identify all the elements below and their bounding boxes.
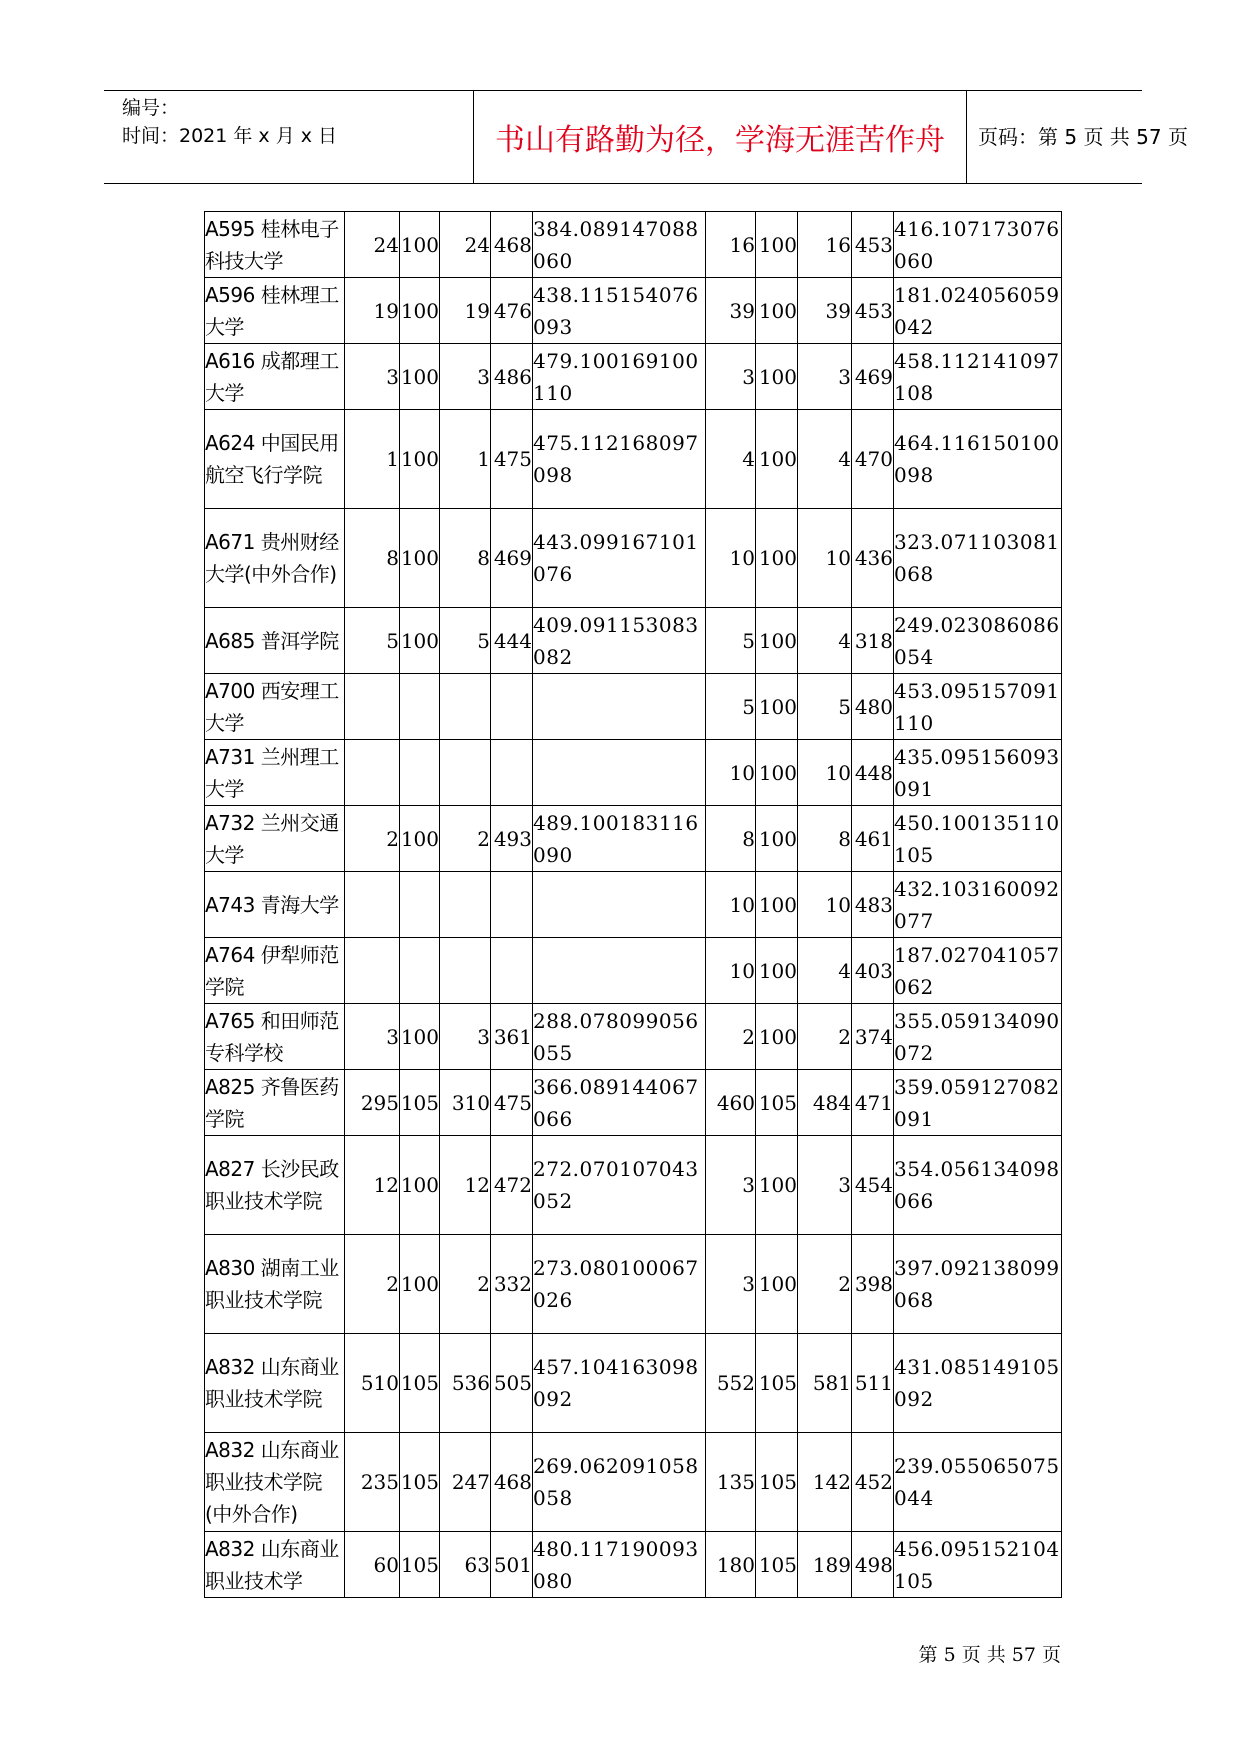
- school-name-cell: A827 长沙民政职业技术学院: [205, 1136, 345, 1235]
- value-cell-c3: 24: [440, 212, 491, 278]
- table-row: [205, 674, 1062, 740]
- table-row: [205, 344, 1062, 410]
- value-cell-c4: [491, 674, 533, 740]
- value-cell-c9: 453: [852, 212, 894, 278]
- school-name-cell: A830 湖南工业职业技术学院: [205, 1235, 345, 1334]
- value-cell-c5: 273.080100067026: [533, 1235, 706, 1334]
- value-cell-c7: 100: [756, 1235, 798, 1334]
- value-cell-c2: [400, 938, 440, 1004]
- value-cell-c1: 19: [345, 278, 400, 344]
- value-cell-c3: [440, 938, 491, 1004]
- value-cell-c2: 100: [400, 344, 440, 410]
- table-row: [205, 1004, 1062, 1070]
- value-cell-c9: 470: [852, 410, 894, 509]
- value-cell-c9: 454: [852, 1136, 894, 1235]
- value-cell-c3: 3: [440, 1004, 491, 1070]
- value-cell-c1: 235: [345, 1433, 400, 1532]
- value-cell-c1: 2: [345, 806, 400, 872]
- school-name-cell: A671 贵州财经大学(中外合作): [205, 509, 345, 608]
- value-cell-c1: 12: [345, 1136, 400, 1235]
- value-cell-c6: 460: [706, 1070, 756, 1136]
- school-name-cell: A685 普洱学院: [205, 608, 345, 674]
- value-cell-c3: [440, 872, 491, 938]
- value-cell-c9: 452: [852, 1433, 894, 1532]
- value-cell-c2: [400, 740, 440, 806]
- school-name-cell: A825 齐鲁医药学院: [205, 1070, 345, 1136]
- table-row: [205, 212, 1062, 278]
- value-cell-c7: 100: [756, 212, 798, 278]
- table-row: [205, 509, 1062, 608]
- value-cell-c6: 39: [706, 278, 756, 344]
- value-cell-c3: 247: [440, 1433, 491, 1532]
- value-cell-c6: 3: [706, 1136, 756, 1235]
- value-cell-c10: 453.095157091110: [894, 674, 1062, 740]
- value-cell-c10: 354.056134098066: [894, 1136, 1062, 1235]
- school-name-cell: A765 和田师范专科学校: [205, 1004, 345, 1070]
- value-cell-c10: 431.085149105092: [894, 1334, 1062, 1433]
- table-row: [205, 410, 1062, 509]
- value-cell-c9: 469: [852, 344, 894, 410]
- value-cell-c3: 536: [440, 1334, 491, 1433]
- value-cell-c8: 189: [798, 1532, 852, 1598]
- value-cell-c5: 457.104163098092: [533, 1334, 706, 1433]
- value-cell-c1: 60: [345, 1532, 400, 1598]
- value-cell-c4: 475: [491, 1070, 533, 1136]
- value-cell-c10: 249.023086086054: [894, 608, 1062, 674]
- value-cell-c4: 472: [491, 1136, 533, 1235]
- value-cell-c6: 10: [706, 872, 756, 938]
- value-cell-c7: 100: [756, 509, 798, 608]
- value-cell-c5: 384.089147088060: [533, 212, 706, 278]
- value-cell-c7: 100: [756, 344, 798, 410]
- table-row: [205, 1235, 1062, 1334]
- value-cell-c1: 5: [345, 608, 400, 674]
- value-cell-c2: 100: [400, 806, 440, 872]
- value-cell-c7: 100: [756, 410, 798, 509]
- value-cell-c10: 458.112141097108: [894, 344, 1062, 410]
- value-cell-c6: 180: [706, 1532, 756, 1598]
- value-cell-c4: 444: [491, 608, 533, 674]
- value-cell-c2: 105: [400, 1070, 440, 1136]
- header-motto: 书山有路勤为径，学海无涯苦作舟: [474, 91, 967, 183]
- value-cell-c8: 2: [798, 1004, 852, 1070]
- value-cell-c3: 5: [440, 608, 491, 674]
- value-cell-c8: 4: [798, 938, 852, 1004]
- school-name-cell: A832 山东商业职业技术学院(中外合作): [205, 1433, 345, 1532]
- value-cell-c1: 3: [345, 344, 400, 410]
- value-cell-c1: 295: [345, 1070, 400, 1136]
- value-cell-c10: 432.103160092077: [894, 872, 1062, 938]
- value-cell-c5: 475.112168097098: [533, 410, 706, 509]
- value-cell-c3: 3: [440, 344, 491, 410]
- value-cell-c9: 398: [852, 1235, 894, 1334]
- table-row: [205, 1532, 1062, 1598]
- value-cell-c7: 105: [756, 1433, 798, 1532]
- document-date: 时间：2021 年 x 月 x 日: [122, 125, 338, 147]
- value-cell-c1: [345, 938, 400, 1004]
- value-cell-c5: 272.070107043052: [533, 1136, 706, 1235]
- value-cell-c8: 4: [798, 410, 852, 509]
- value-cell-c3: 12: [440, 1136, 491, 1235]
- value-cell-c9: 480: [852, 674, 894, 740]
- page-header: [104, 90, 1188, 184]
- value-cell-c10: 464.116150100098: [894, 410, 1062, 509]
- value-cell-c8: 10: [798, 872, 852, 938]
- value-cell-c3: 63: [440, 1532, 491, 1598]
- value-cell-c9: 453: [852, 278, 894, 344]
- value-cell-c1: 1: [345, 410, 400, 509]
- value-cell-c1: 8: [345, 509, 400, 608]
- value-cell-c6: 10: [706, 509, 756, 608]
- header-page-number: 页码：第 5 页 共 57 页: [978, 125, 1188, 149]
- value-cell-c4: 468: [491, 1433, 533, 1532]
- value-cell-c4: [491, 872, 533, 938]
- value-cell-c5: [533, 938, 706, 1004]
- value-cell-c6: 5: [706, 608, 756, 674]
- value-cell-c4: 493: [491, 806, 533, 872]
- value-cell-c3: [440, 674, 491, 740]
- value-cell-c2: 100: [400, 278, 440, 344]
- school-name-cell: A624 中国民用航空飞行学院: [205, 410, 345, 509]
- value-cell-c2: 105: [400, 1433, 440, 1532]
- value-cell-c1: [345, 872, 400, 938]
- value-cell-c5: 438.115154076093: [533, 278, 706, 344]
- value-cell-c1: 3: [345, 1004, 400, 1070]
- page-footer: 第 5 页 共 57 页: [918, 1644, 1061, 1666]
- value-cell-c4: 501: [491, 1532, 533, 1598]
- value-cell-c5: 479.100169100110: [533, 344, 706, 410]
- value-cell-c6: 16: [706, 212, 756, 278]
- value-cell-c5: 443.099167101076: [533, 509, 706, 608]
- value-cell-c7: 100: [756, 938, 798, 1004]
- value-cell-c6: 135: [706, 1433, 756, 1532]
- school-name-cell: A596 桂林理工大学: [205, 278, 345, 344]
- value-cell-c1: [345, 674, 400, 740]
- table-row: [205, 608, 1062, 674]
- value-cell-c8: 10: [798, 740, 852, 806]
- value-cell-c6: 3: [706, 1235, 756, 1334]
- table-row: [205, 740, 1062, 806]
- value-cell-c1: 510: [345, 1334, 400, 1433]
- value-cell-c5: [533, 872, 706, 938]
- value-cell-c6: 552: [706, 1334, 756, 1433]
- value-cell-c2: [400, 872, 440, 938]
- value-cell-c10: 181.024056059042: [894, 278, 1062, 344]
- value-cell-c2: 100: [400, 608, 440, 674]
- table-row: [205, 1433, 1062, 1532]
- value-cell-c6: 10: [706, 740, 756, 806]
- value-cell-c7: 105: [756, 1334, 798, 1433]
- value-cell-c6: 10: [706, 938, 756, 1004]
- value-cell-c10: 416.107173076060: [894, 212, 1062, 278]
- school-name-cell: A595 桂林电子科技大学: [205, 212, 345, 278]
- value-cell-c10: 239.055065075044: [894, 1433, 1062, 1532]
- table-row: [205, 872, 1062, 938]
- value-cell-c7: 100: [756, 278, 798, 344]
- school-name-cell: A731 兰州理工大学: [205, 740, 345, 806]
- value-cell-c7: 100: [756, 740, 798, 806]
- value-cell-c9: 461: [852, 806, 894, 872]
- value-cell-c2: 100: [400, 410, 440, 509]
- value-cell-c8: 16: [798, 212, 852, 278]
- value-cell-c1: 2: [345, 1235, 400, 1334]
- table-row: [205, 1136, 1062, 1235]
- value-cell-c3: 2: [440, 806, 491, 872]
- value-cell-c8: 3: [798, 1136, 852, 1235]
- value-cell-c6: 2: [706, 1004, 756, 1070]
- value-cell-c1: 24: [345, 212, 400, 278]
- document-number-label: 编号：: [122, 97, 180, 119]
- school-name-cell: A616 成都理工大学: [205, 344, 345, 410]
- value-cell-c7: 100: [756, 1136, 798, 1235]
- value-cell-c6: 5: [706, 674, 756, 740]
- value-cell-c2: 100: [400, 1235, 440, 1334]
- value-cell-c4: 505: [491, 1334, 533, 1433]
- value-cell-c9: 318: [852, 608, 894, 674]
- value-cell-c10: 323.071103081068: [894, 509, 1062, 608]
- value-cell-c8: 484: [798, 1070, 852, 1136]
- value-cell-c5: 409.091153083082: [533, 608, 706, 674]
- value-cell-c2: 105: [400, 1532, 440, 1598]
- value-cell-c10: 355.059134090072: [894, 1004, 1062, 1070]
- value-cell-c9: 403: [852, 938, 894, 1004]
- table-body: [205, 212, 1062, 1598]
- value-cell-c9: 498: [852, 1532, 894, 1598]
- value-cell-c5: 366.089144067066: [533, 1070, 706, 1136]
- value-cell-c1: [345, 740, 400, 806]
- value-cell-c8: 2: [798, 1235, 852, 1334]
- value-cell-c7: 100: [756, 608, 798, 674]
- value-cell-c7: 100: [756, 806, 798, 872]
- value-cell-c2: 100: [400, 212, 440, 278]
- admission-score-table: [204, 211, 1062, 1598]
- value-cell-c5: 269.062091058058: [533, 1433, 706, 1532]
- value-cell-c4: 475: [491, 410, 533, 509]
- value-cell-c10: 435.095156093091: [894, 740, 1062, 806]
- value-cell-c4: 468: [491, 212, 533, 278]
- school-name-cell: A743 青海大学: [205, 872, 345, 938]
- value-cell-c4: 361: [491, 1004, 533, 1070]
- table-row: [205, 278, 1062, 344]
- value-cell-c9: 374: [852, 1004, 894, 1070]
- value-cell-c3: [440, 740, 491, 806]
- value-cell-c6: 3: [706, 344, 756, 410]
- value-cell-c8: 10: [798, 509, 852, 608]
- value-cell-c4: [491, 740, 533, 806]
- value-cell-c4: 476: [491, 278, 533, 344]
- value-cell-c10: 359.059127082091: [894, 1070, 1062, 1136]
- value-cell-c7: 100: [756, 872, 798, 938]
- value-cell-c2: 100: [400, 509, 440, 608]
- value-cell-c3: 310: [440, 1070, 491, 1136]
- school-name-cell: A832 山东商业职业技术学院: [205, 1334, 345, 1433]
- value-cell-c7: 105: [756, 1070, 798, 1136]
- value-cell-c6: 8: [706, 806, 756, 872]
- value-cell-c4: 332: [491, 1235, 533, 1334]
- value-cell-c8: 39: [798, 278, 852, 344]
- value-cell-c3: 8: [440, 509, 491, 608]
- value-cell-c8: 5: [798, 674, 852, 740]
- value-cell-c4: 469: [491, 509, 533, 608]
- value-cell-c9: 436: [852, 509, 894, 608]
- value-cell-c8: 142: [798, 1433, 852, 1532]
- value-cell-c10: 397.092138099068: [894, 1235, 1062, 1334]
- table-row: [205, 1070, 1062, 1136]
- value-cell-c3: 1: [440, 410, 491, 509]
- value-cell-c5: 489.100183116090: [533, 806, 706, 872]
- value-cell-c9: 471: [852, 1070, 894, 1136]
- table-row: [205, 1334, 1062, 1433]
- value-cell-c4: 486: [491, 344, 533, 410]
- value-cell-c6: 4: [706, 410, 756, 509]
- value-cell-c3: 2: [440, 1235, 491, 1334]
- value-cell-c10: 450.100135110105: [894, 806, 1062, 872]
- school-name-cell: A832 山东商业职业技术学: [205, 1532, 345, 1598]
- value-cell-c5: [533, 674, 706, 740]
- value-cell-c3: 19: [440, 278, 491, 344]
- header-info-cell: [118, 91, 474, 183]
- value-cell-c10: 187.027041057062: [894, 938, 1062, 1004]
- value-cell-c8: 3: [798, 344, 852, 410]
- value-cell-c9: 511: [852, 1334, 894, 1433]
- school-name-cell: A732 兰州交通大学: [205, 806, 345, 872]
- value-cell-c4: [491, 938, 533, 1004]
- value-cell-c8: 581: [798, 1334, 852, 1433]
- value-cell-c5: 288.078099056055: [533, 1004, 706, 1070]
- value-cell-c7: 105: [756, 1532, 798, 1598]
- value-cell-c9: 483: [852, 872, 894, 938]
- value-cell-c2: [400, 674, 440, 740]
- value-cell-c7: 100: [756, 674, 798, 740]
- value-cell-c9: 448: [852, 740, 894, 806]
- school-name-cell: A764 伊犁师范学院: [205, 938, 345, 1004]
- value-cell-c8: 4: [798, 608, 852, 674]
- value-cell-c10: 456.095152104105: [894, 1532, 1062, 1598]
- school-name-cell: A700 西安理工大学: [205, 674, 345, 740]
- value-cell-c2: 100: [400, 1136, 440, 1235]
- value-cell-c2: 100: [400, 1004, 440, 1070]
- value-cell-c7: 100: [756, 1004, 798, 1070]
- value-cell-c5: 480.117190093080: [533, 1532, 706, 1598]
- value-cell-c5: [533, 740, 706, 806]
- table-row: [205, 938, 1062, 1004]
- value-cell-c8: 8: [798, 806, 852, 872]
- value-cell-c2: 105: [400, 1334, 440, 1433]
- table-row: [205, 806, 1062, 872]
